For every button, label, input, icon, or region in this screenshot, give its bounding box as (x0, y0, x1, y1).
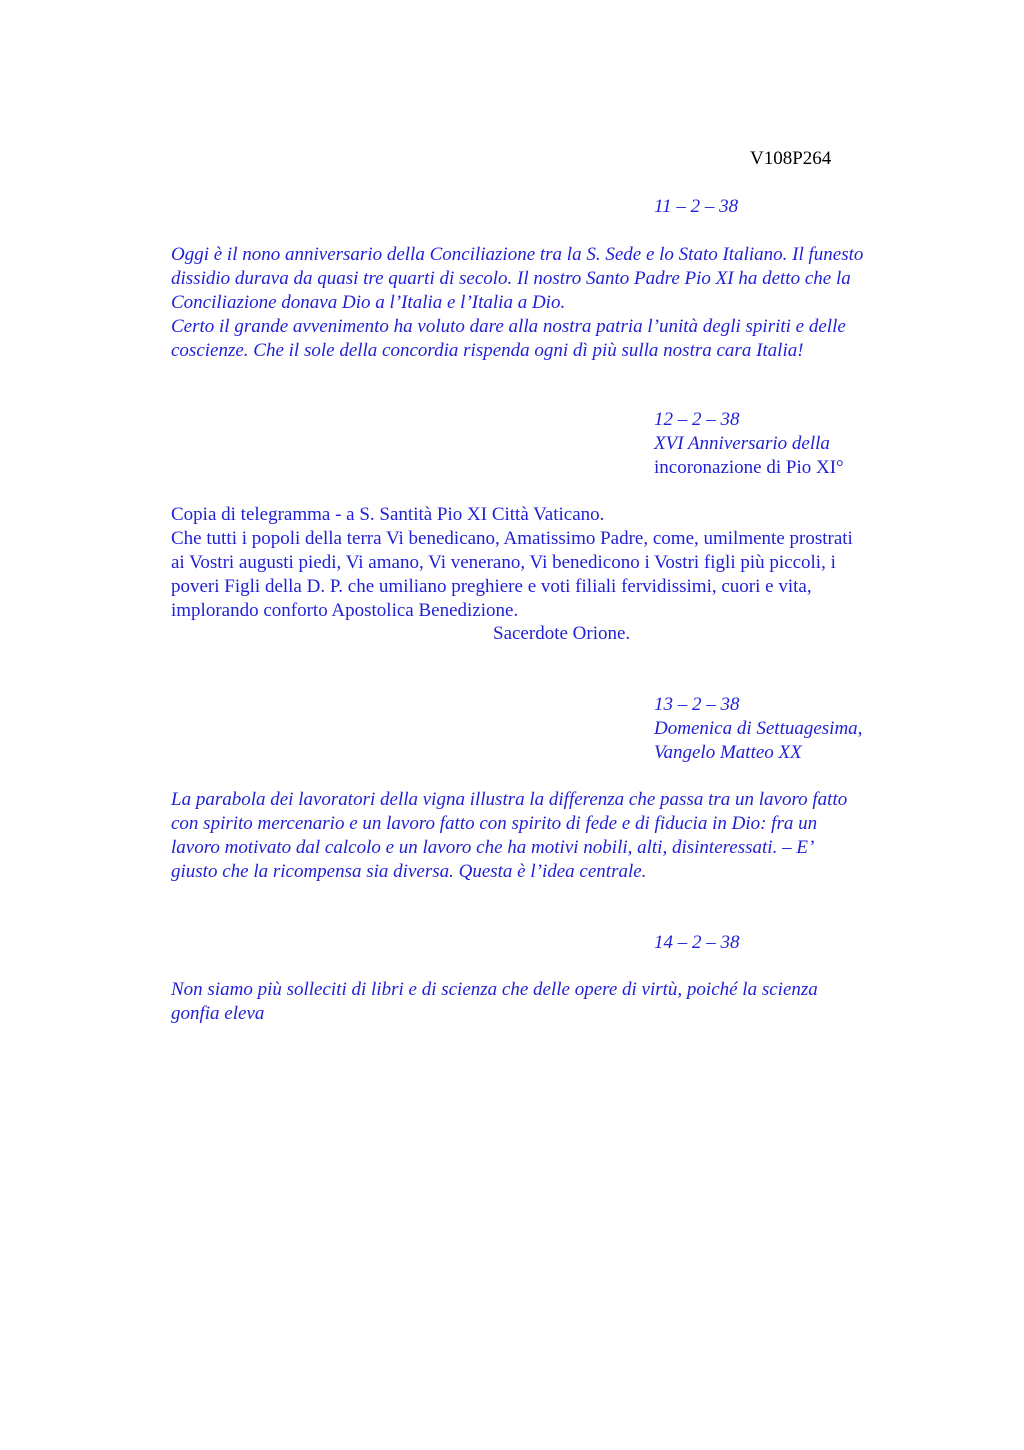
document-id: V108P264 (750, 148, 832, 169)
date-subtitle-line: Vangelo Matteo XX (654, 742, 802, 763)
entry-1-body (171, 243, 931, 363)
date-line: 11 – 2 – 38 (654, 196, 739, 217)
text-line: ai Vostri augusti piedi, Vi amano, Vi venerano, Vi benedicono i Vostri figli più piccoli, i (171, 552, 836, 573)
text-line: Certo il grande avvenimento ha voluto dare alla nostra patria l’unità degli spiriti e delle (171, 316, 846, 337)
text-line: giusto che la ricompensa sia diversa. Questa è l’idea centrale. (171, 861, 647, 882)
text-line: implorando conforto Apostolica Benedizione. (171, 600, 519, 621)
date-subtitle-line: Domenica di Settuagesima, (654, 718, 863, 739)
text-line: lavoro motivato dal calcolo e un lavoro che ha motivi nobili, alti, disinteressati. – E’ (171, 837, 815, 858)
signature: Sacerdote Orione. (493, 623, 631, 644)
text-line: Copia di telegramma - a S. Santità Pio XI Città Vaticano. (171, 504, 605, 525)
text-line: poveri Figli della D. P. che umiliano preghiere e voti filiali fervidissimi, cuori e vita, (171, 576, 812, 597)
text-line: dissidio durava da quasi tre quarti di secolo. Il nostro Santo Padre Pio XI ha detto che la (171, 268, 851, 289)
entry-4-date (654, 931, 740, 955)
entry-2-body (171, 503, 931, 623)
text-line: coscienze. Che il sole della concordia rispenda ogni dì più sulla nostra cara Italia! (171, 340, 804, 361)
entry-3-date (654, 693, 862, 765)
text-line: La parabola dei lavoratori della vigna illustra la differenza che passa tra un lavoro fatto (171, 789, 848, 810)
entry-3-body (171, 788, 931, 884)
date-line: 14 – 2 – 38 (654, 932, 740, 953)
text-line: con spirito mercenario e un lavoro fatto con spirito di fede e di fiducia in Dio: fra un (171, 813, 818, 834)
text-line: Conciliazione donava Dio a l’Italia e l’Italia a Dio. (171, 292, 566, 313)
text-line: Oggi è il nono anniversario della Conciliazione tra la S. Sede e lo Stato Italiano. Il funesto (171, 244, 864, 265)
date-line: 12 – 2 – 38 (654, 409, 740, 430)
entry-1-date (654, 195, 738, 219)
entry-2-date (654, 408, 844, 480)
date-line: 13 – 2 – 38 (654, 694, 740, 715)
date-subtitle-line: XVI Anniversario della (654, 433, 830, 454)
text-line: Non siamo più solleciti di libri e di scienza che delle opere di virtù, poiché la scienza (171, 979, 818, 1000)
entry-4-body (171, 978, 931, 1026)
text-line: Che tutti i popoli della terra Vi benedicano, Amatissimo Padre, come, umilmente prostrati (171, 528, 853, 549)
text-line: gonfia eleva (171, 1003, 265, 1024)
date-subtitle-line: incoronazione di Pio XI° (654, 457, 844, 478)
